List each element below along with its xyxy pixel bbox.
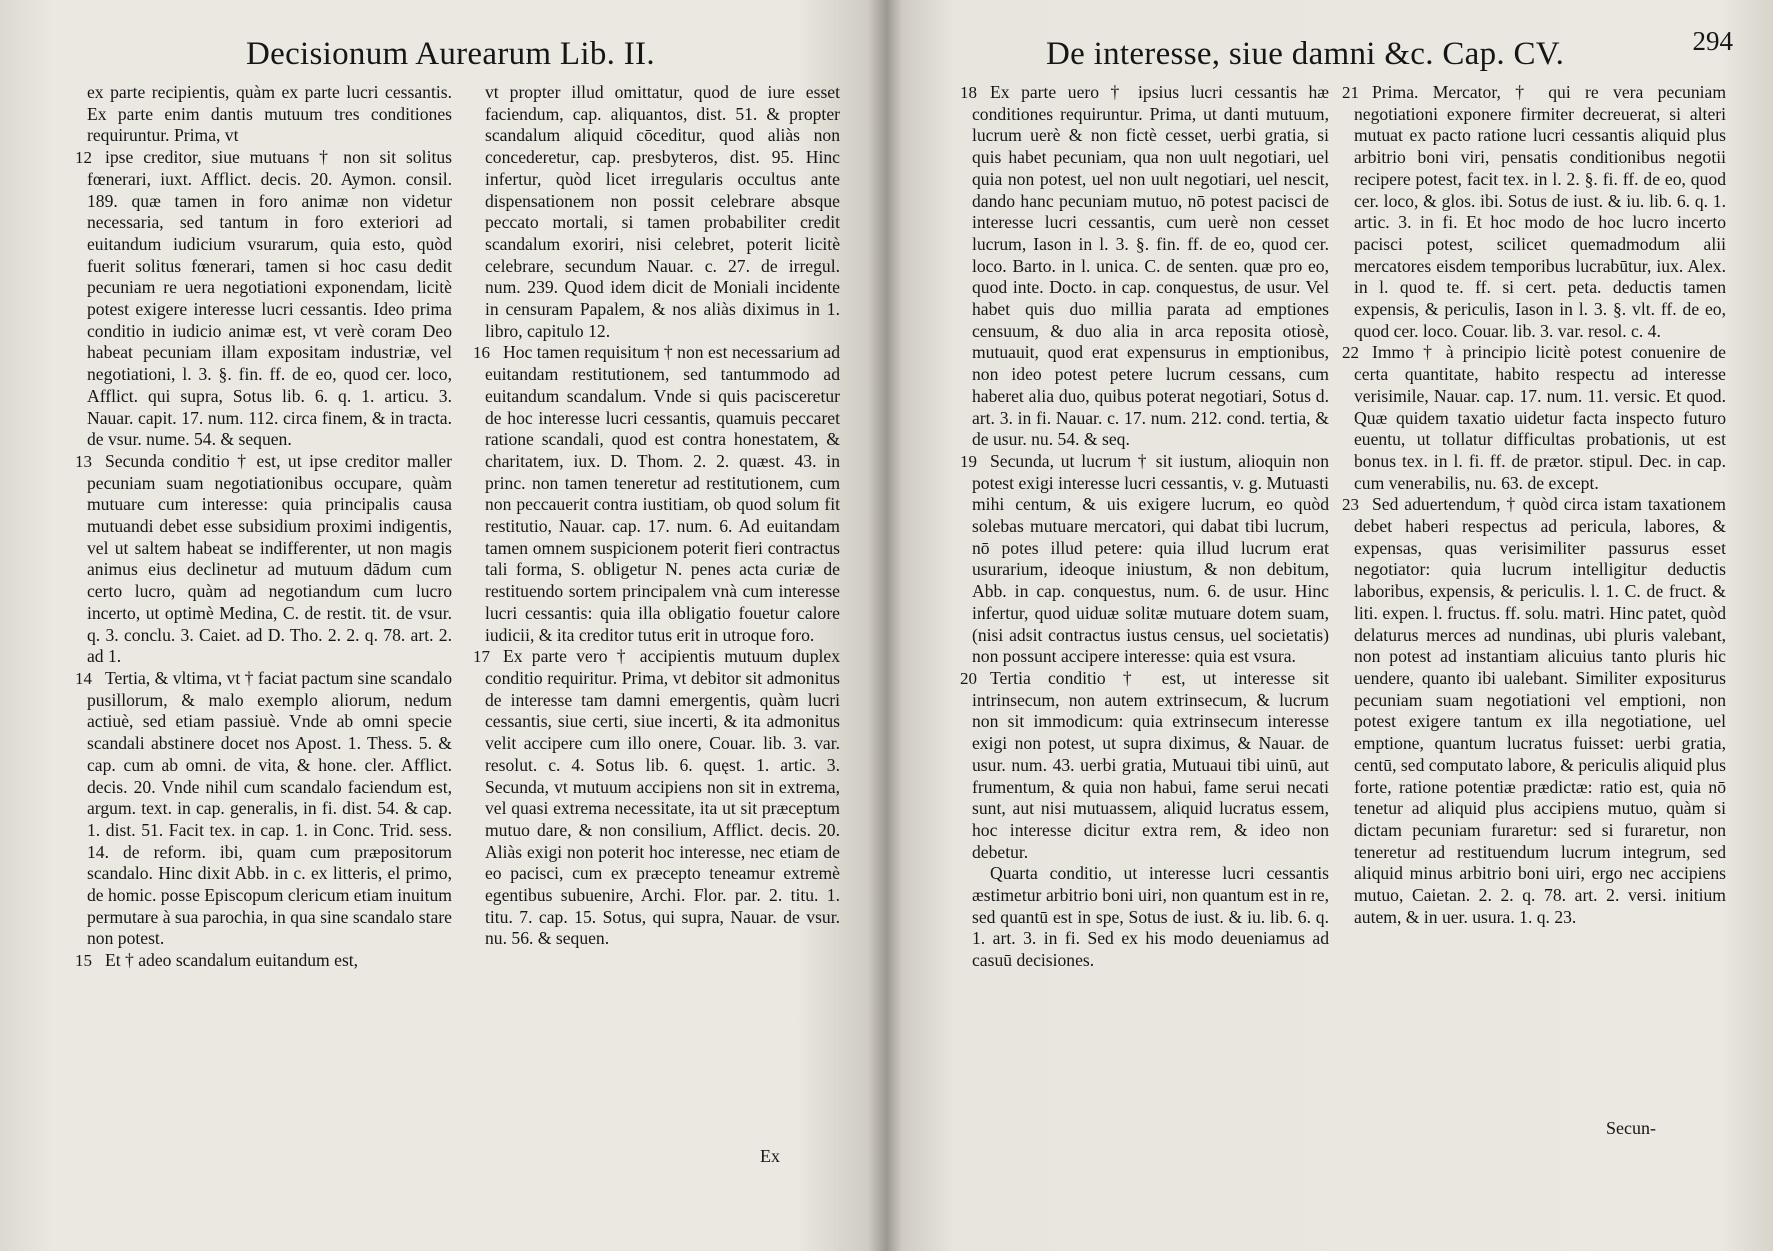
- paragraph: [473, 342, 840, 646]
- right-catchword: Secun-: [1606, 1118, 1656, 1138]
- right-column-2: [1342, 82, 1726, 928]
- paragraph-text: Et † adeo scandalum euitandum est,: [105, 950, 359, 971]
- marginal-number: 13: [75, 451, 92, 471]
- marginal-number: 23: [1342, 495, 1359, 515]
- paragraph: [75, 147, 452, 451]
- marginal-number: 18: [960, 83, 977, 102]
- paragraph-text: Secunda, ut lucrum † sit iustum, alioquin non potest exigi interesse lucri cessantis, v. g. Mutuasti mihi centum, & uis exigere lucrum, eo quòd solebas mutuare mercatori, qui dabat tibi lucrum, nō potes illud petere: quia illud lucrum erat usurarium, ideoque iniustum, & non debitum, Abb. in cap. conquestus, num. 6. de usur. Hinc infertur, quod uiduæ solitæ mutuare dotem suam, (nisi adsit contractus iustus census, uel societatis) non possunt accipere interesse: quia est vsura.: [972, 450, 1329, 667]
- right-page: [884, 0, 1773, 1251]
- paragraph-text: Quarta conditio, ut interesse lucri cessantis æstimetur arbitrio boni uiri, non quantum est in re, sed quantū est in spe, Sotus de iust. & iu. lib. 6. q. 1. art. 3. in fi. Sed ex his modo deueniamus ad casuū decisiones.: [972, 863, 1329, 971]
- right-running-header: De interesse, siue damni &c. Cap. CV.: [1046, 36, 1565, 72]
- marginal-number: 22: [1342, 343, 1359, 363]
- paragraph: [485, 82, 840, 342]
- marginal-number: 21: [1342, 83, 1359, 102]
- right-column-1: [960, 82, 1329, 972]
- paragraph: [75, 667, 452, 950]
- paragraph-text: ex parte recipientis, quàm ex parte lucri cessantis. Ex parte enim dantis mutuum tres conditiones requiruntur. Prima, vt: [87, 82, 452, 146]
- marginal-number: 15: [75, 951, 92, 971]
- paragraph-text: Prima. Mercator, † qui re vera pecuniam negotiationi exponere firmiter decreuerat, si alteri mutuat ex pacto ratione lucri cessantis aliquid plus arbitrio boni viri, pensatis conditionibus negotii recipere potest, facit tex. in l. 2. §. fi. ff. de eo, quod cer. loco, & glos. ibi. Sotus de iust. & iu. lib. 6. q. 1. artic. 3. in fi. Et hoc modo de hoc lucro incerto pacisci potest, scilicet quemadmodum alii mercatores eisdem temporibus lucrabūtur, iux. Alex. in l. quod te. ff. si cert. peta. deductis tamen expensis, & periculis, Iason in l. 3. §. vlt. ff. de eo, quod cer. loco. Couar. lib. 3. var. resol. c. 4.: [1354, 82, 1726, 341]
- paragraph: [972, 863, 1329, 972]
- paragraph-text: Hoc tamen requisitum † non est necessarium ad euitandam restitutionem, sed tantummodo ad euitandum scandalum. Vnde si quis pacisceretur de hoc interesse lucri cessantis, quamuis peccaret ratione scandali, quod est contra honestatem, & charitatem, iux. D. Thom. 2. 2. quæst. 43. in princ. non tamen teneretur ad restitutionem, cum non peccauerit contra iustitiam, ob quod solum fit restitutio, Nauar. cap. 17. num. 6. Ad euitandam tamen omnem suspicionem poterit fieri contractus tali forma, S. obligetur N. penes acta curiæ de restituendo sortem principalem vnà cum interesse lucri cessantis: quia illa obligatio fouetur calore iudicii, & ita creditor tutus erit in utroque foro.: [485, 342, 840, 645]
- marginal-number: 19: [960, 451, 977, 471]
- page-number: 294: [1692, 26, 1733, 56]
- marginal-number: 16: [473, 343, 490, 363]
- paragraph: [1342, 342, 1726, 494]
- paragraph: [1342, 494, 1726, 928]
- paragraph-text: Secunda conditio † est, ut ipse creditor maller pecuniam suam negotiationibus occupare, quàm mutuare cum interesse: quia principalis causa mutuandi debet esse subsidium proximi indigentis, vel ut saltem habeat se indifferenter, ut non magis animus eius declinetur ad mutuum dādum cum certo lucro, quàm ad negotiandum cum lucro incerto, ut optimè Medina, C. de restit. tit. de vsur. q. 3. conclu. 3. Caiet. ad D. Tho. 2. 2. q. 78. art. 2. ad 1.: [87, 450, 452, 667]
- paragraph: [960, 667, 1329, 863]
- marginal-number: 20: [960, 668, 977, 688]
- left-column-1: [75, 82, 452, 972]
- paragraph-text: Ex parte uero † ipsius lucri cessantis hæ conditiones requiruntur. Prima, ut danti mutuum, lucrum uerè & non fictè cesset, uerbi gratia, si quis habet pecuniam, qua non uult negotiari, uel quia non potest, uel non uult negotiari, uel nescit, dando hanc pecuniam mutuo, nō potest pacisci de interesse lucri cessantis, cum uerè non cesset lucrum, Iason in l. 3. §. fin. ff. de eo, quod cer. loco. Barto. in l. unica. C. de senten. quæ pro eo, quod inte. Docto. in cap. conquestus, de usur. Vel habet quis duo millia parata ad emptiones censuum, & duo alia in arca reposita otiosè, mutuauit, quod erat expensurus in emptionibus, non ideo potest petere lucrum cessans, cum haberet alia duo, quibus poterat negotiari, Sotus d. art. 3. in fi. Nauar. c. 17. num. 212. cond. tertia, & de usur. nu. 54. & seq.: [972, 82, 1329, 450]
- left-column-2: [473, 82, 840, 950]
- marginal-number: 14: [75, 668, 92, 688]
- paragraph: [75, 450, 452, 668]
- left-catchword: Ex: [760, 1146, 780, 1166]
- paragraph: [75, 950, 452, 972]
- paragraph: [473, 646, 840, 950]
- marginal-number: 12: [75, 148, 92, 168]
- paragraph: [960, 82, 1329, 451]
- paragraph-text: Ex parte vero † accipientis mutuum duplex conditio requiritur. Prima, vt debitor sit admonitus de interesse tam damni emergentis, quàm lucri cessantis, siue certi, siue incerti, & ita admonitus velit accipere cum illo onere, Couar. lib. 3. var. resolut. c. 4. Sotus lib. 6. quęst. 1. artic. 3. Secunda, vt mutuum accipiens non sit in extrema, vel quasi extrema necessitate, ita ut sit præceptum mutuo dare, & non consilium, Afflict. decis. 20. Aliàs exigi non poterit hoc interesse, nec etiam de eo pacisci, cum ex præcepto teneamur extremè egentibus subuenire, Archi. Flor. par. 2. titu. 1. titu. 7. cap. 15. Sotus, qui supra, Nauar. de vsur. nu. 56. & sequen.: [485, 646, 840, 949]
- paragraph-text: Tertia, & vltima, vt † faciat pactum sine scandalo pusillorum, & malo exemplo aliorum, nedum actiuè, sed etiam passiuè. Vnde ab omni specie scandali abstinere docet nos Apost. 1. Thess. 5. & cap. cum ab omni. de vita, & hone. cler. Afflict. decis. 20. Vnde nihil cum scandalo faciendum est, argum. text. in cap. generalis, in fi. dist. 54. & cap. 1. dist. 51. Facit tex. in cap. 1. in Conc. Trid. sess. 14. de reform. ibi, quam cum præpositorum scandalo. Hinc dixit Abb. in c. ex litteris, el primo, de homic. posse Episcopum clericum etiam inuitum permutare à sua parochia, in qua sine scandalo stare non potest.: [87, 667, 452, 949]
- paragraph-text: ipse creditor, siue mutuans † non sit solitus fœnerari, iuxt. Afflict. decis. 20. Aymon. consil. 189. quæ tamen in foro animæ non videtur necessaria, sed tantum in foro exteriori ad euitandum iudicium vsurarum, quia esto, quòd fuerit solitus fœnerari, tamen si hoc casu dedit pecuniam re uera negotiationi exponendam, licitè potest exigere interesse lucri cessantis. Ideo prima conditio in iudicio animæ est, vt verè coram Deo habeat pecuniam illam expositam industriæ, vel negotiationi, l. 3. §. fin. ff. de eo, quod cer. loco, Afflict. qui supra, Sotus lib. 6. q. 1. articu. 3. Nauar. capit. 17. num. 112. circa finem, & in tracta. de vsur. nume. 54. & sequen.: [87, 147, 452, 450]
- paragraph: [960, 450, 1329, 668]
- paragraph-text: vt propter illud omittatur, quod de iure esset faciendum, cap. aliquantos, dist. 51. & propter scandalum aliquid cōceditur, quod aliàs non concederetur, cap. presbyteros, dist. 95. Hinc infertur, quòd licet irregularis occultus ante dispensationem non possit celebrare absque peccato mortali, si tamen probabiliter credit scandalum exoriri, nisi celebret, poterit licitè celebrare, secundum Nauar. c. 27. de irregul. num. 239. Quod idem dicit de Moniali incidente in censuram Papalem, & nos aliàs diximus in 1. libro, capitulo 12.: [485, 82, 840, 341]
- paragraph-text: Sed aduertendum, † quòd circa istam taxationem debet haberi respectus ad pericula, labores, & expensas, quas verisimiliter passurus esset negotiator: quia lucrum intelligitur deductis laboribus, expensis, & periculis. l. 1. C. de fruct. & liti. expen. l. fructus. ff. solu. matri. Hinc patet, quòd delaturus merces ad nundinas, ubi pluris valebant, non potest ad instantiam alicuius tanto pluris hic uendere, quanto ibi ualebant. Similiter expositurus pecuniam suam negotiationi vel emptioni, non potest exigere tantum ex illa negotiatione, uel emptione, quantum lucratus fuisset: uerbi gratia, centū, sed computato labore, & periculis aliquid plus forte, ratione potentiæ prædictæ: ratio est, quia nō tenetur ad aliquid plus accipiens mutuo, quàm si dictam pecuniam furaretur: sed si furaretur, non teneretur ad restituendum lucrum integrum, sed aliquid minus arbitrio boni uiri, ergo nec accipiens mutuo, Caietan. 2. 2. q. 78. art. 2. versi. initium autem, & in uer. usura. 1. q. 23.: [1354, 494, 1726, 927]
- paragraph-text: Tertia conditio † est, ut interesse sit intrinsecum, non autem extrinsecum, & lucrum non sit immodicum: quia extrinsecum interesse exigi non potest, ut supra diximus, & Nauar. de usur. num. 43. uerbi gratia, Mutuaui tibi uinū, aut frumentum, & quia non habui, fame serui necati sunt, aut nisi mutuassem, aliquid lucratus essem, hoc interesse dicitur extra rem, & ideo non debetur.: [972, 667, 1329, 862]
- left-page: [0, 0, 884, 1251]
- paragraph-text: Immo † à principio licitè potest conuenire de certa quantitate, habito respectu ad interesse verisimile, Nauar. cap. 17. num. 11. versic. Et quod. Quæ quidem taxatio uidetur facta inspecto futuro euentu, ut tollatur difficultas probationis, ut est bonus tex. in l. fi. ff. de prætor. stipul. Dec. in cap. cum venerabilis, nu. 63. de except.: [1354, 342, 1726, 493]
- paragraph: [1342, 82, 1726, 342]
- left-running-header: Decisionum Aurearum Lib. II.: [246, 36, 655, 72]
- paragraph: [87, 82, 452, 147]
- marginal-number: 17: [473, 647, 490, 667]
